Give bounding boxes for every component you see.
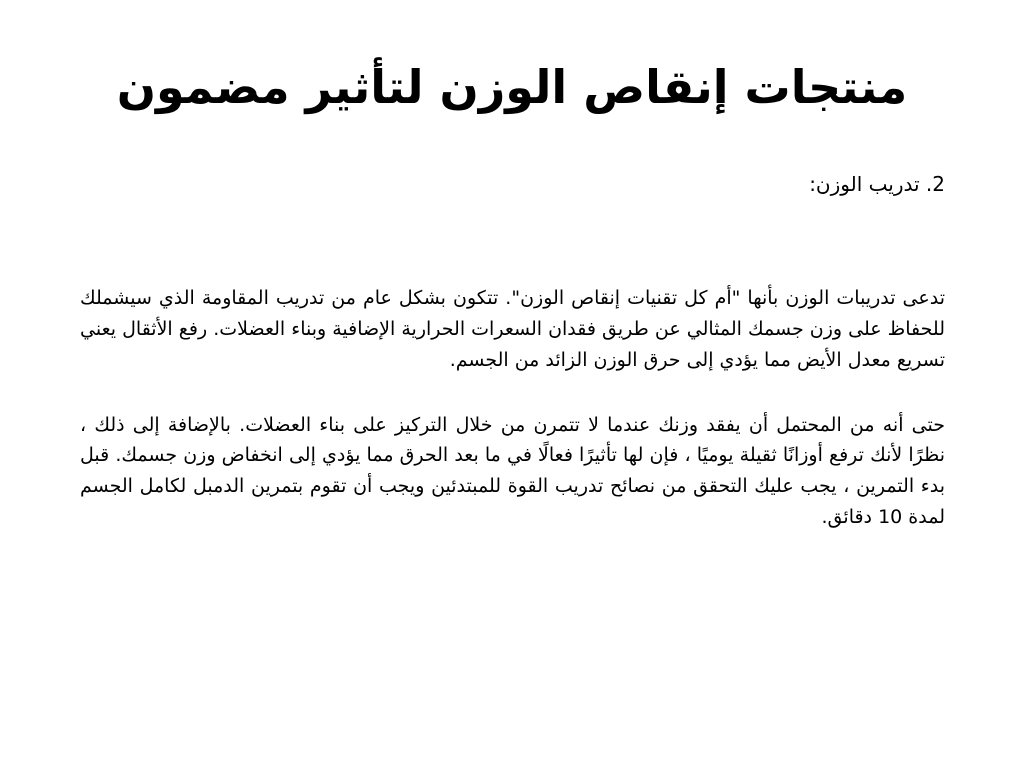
section-subheading: 2. تدريب الوزن: bbox=[809, 172, 945, 196]
paragraph-weight-training-intro: تدعى تدريبات الوزن بأنها "أم كل تقنيات إنقاص الوزن". تتكون بشكل عام من تدريب المقاومة الذي سيشملك للحفاظ على وزن جسمك المثالي عن طريق فقدان السعرات الحرارية الإضافية وبناء العضلات. رفع الأثقال يعني تسريع معدل الأيض مما يؤدي إلى حرق الوزن الزائد من الجسم. bbox=[80, 287, 945, 371]
slide-title: منتجات إنقاص الوزن لتأثير مضمون bbox=[116, 60, 908, 114]
paragraph-weight-training-benefits: حتى أنه من المحتمل أن يفقد وزنك عندما لا تتمرن من خلال التركيز على بناء العضلات. بالإضافة إلى ذلك ، نظرًا لأنك ترفع أوزانًا ثقيلة يوميًا ، فإن لها تأثيرًا فعالًا في ما بعد الحرق مما يؤدي إلى انخفاض وزن جسمك. قبل بدء التمرين ، يجب عليك التحقق من نصائح تدريب القوة للمبتدئين ويجب أن تقوم بتمرين الدمبل لكامل الجسم لمدة 10 دقائق. bbox=[80, 413, 945, 528]
slide-body bbox=[80, 168, 945, 533]
